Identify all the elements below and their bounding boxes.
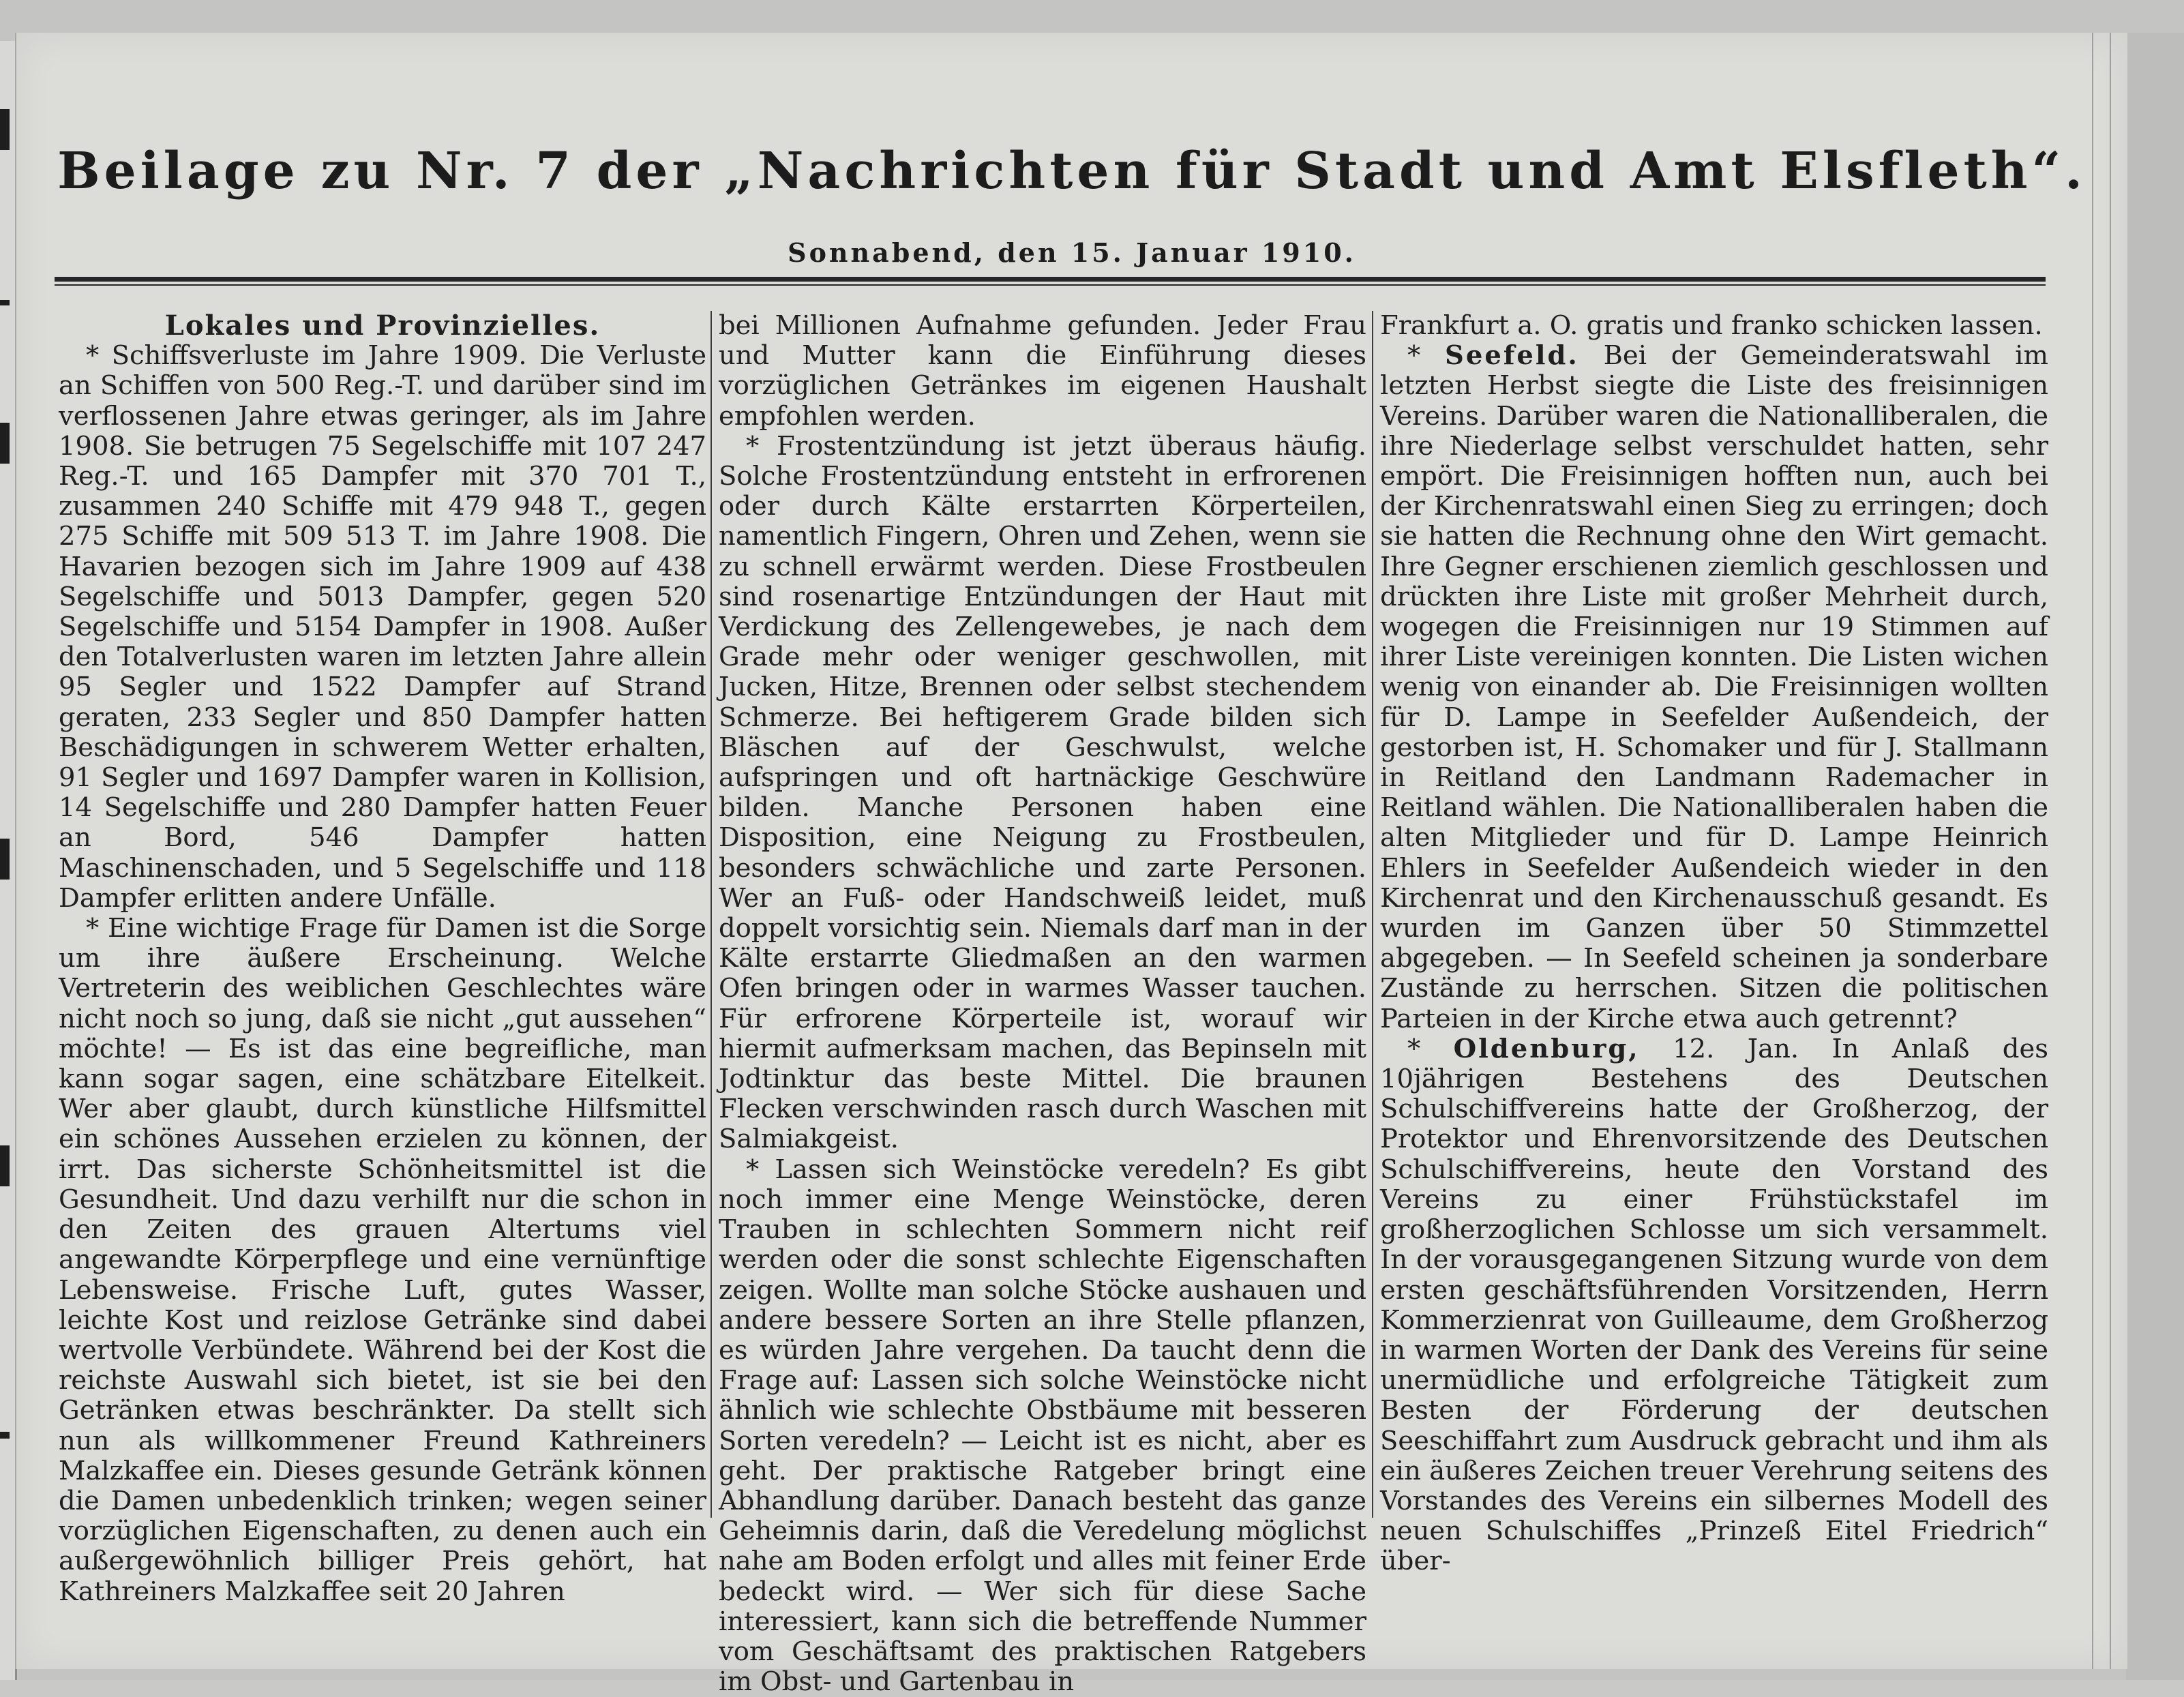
page-fold-line (2092, 33, 2093, 1669)
newspaper-page (15, 33, 2127, 1697)
masthead-date: Sonnabend, den 15. Januar 1910. (788, 237, 1356, 268)
edge-ink-mark (0, 1432, 10, 1439)
article-paragraph: * Eine wichtige Frage für Damen ist die Sorge um ihre äußere Erscheinung. Welche Vertreterin des weiblichen Geschlechtes wäre nicht noch so jung, daß sie nicht „gut aussehen“ möchte! — Es ist das eine begreifliche, man kann sogar sagen, eine schätzbare Eitelkeit. Wer aber glaubt, durch künstliche Hilfsmittel ein schönes Aussehen erzielen zu können, der irrt. Das sicherste Schönheitsmittel ist die Gesundheit. Und dazu verhilft nur die schon in den Zeiten des grauen Altertums viel angewandte Körperpflege und eine vernünftige Lebensweise. Frische Luft, gutes Wasser, leichte Kost und reizlose Getränke sind dabei wertvolle Verbündete. Während bei der Kost die reichste Auswahl sich bietet, ist sie bei den Getränken etwas beschränkter. Da stellt sich nun als willkommener Freund Kathreiners Malzkaffee ein. Dieses gesunde Getränk können die Damen unbedenklich trinken; wegen seiner vorzüglichen Eigenschaften, zu denen auch ein außergewöhnlich billiger Preis gehört, hat Kathreiners Malzkaffee seit 20 Jahren (59, 913, 706, 1607)
dateline-place: Oldenburg, (1453, 1033, 1640, 1064)
column-divider (710, 311, 712, 1518)
article-paragraph: Frankfurt a. O. gratis und franko schicken lassen. (1380, 310, 2043, 341)
column-divider (1372, 311, 1373, 1518)
masthead-title: Beilage zu Nr. 7 der „Nachrichten für Stadt und Amt Elsfleth“. (57, 142, 2086, 200)
page-fold-line (2110, 33, 2111, 1669)
article-paragraph: * Schiffsverluste im Jahre 1909. Die Verluste an Schiffen von 500 Reg.-T. und darüber sind im verflossenen Jahre etwas geringer, als im Jahre 1908. Sie betrugen 75 Segelschiffe mit 107 247 Reg.-T. und 165 Dampfer mit 370 701 T., zusammen 240 Schiffe mit 479 948 T., gegen 275 Schiffe mit 509 513 T. im Jahre 1908. Die Havarien bezogen sich im Jahre 1909 auf 438 Segelschiffe und 5013 Dampfer, gegen 520 Segelschiffe und 5154 Dampfer in 1908. Außer den Totalverlusten waren im letzten Jahre allein 95 Segler und 1522 Dampfer auf Strand geraten, 233 Segler und 850 Dampfer hatten Beschädigungen in schwerem Wetter erhalten, 91 Segler und 1697 Dampfer waren in Kollision, 14 Segelschiffe und 280 Dampfer hatten Feuer an Bord, 546 Dampfer hatten Maschinenschaden, und 5 Segelschiffe und 118 Dampfer erlitten andere Unfälle. (59, 340, 706, 914)
edge-ink-mark (0, 109, 10, 150)
edge-ink-mark (0, 423, 10, 464)
masthead-rule (55, 284, 2046, 286)
edge-ink-mark (0, 839, 10, 880)
article-paragraph: * Frostentzündung ist jetzt überaus häufig. Solche Frostentzündung entsteht in erfrorenen oder durch Kälte erstarrten Körperteilen, namentlich Fingern, Ohren und Zehen, wenn sie zu schnell erwärmt werden. Diese Frostbeulen sind rosenartige Entzündungen der Haut mit Verdickung des Zellengewebes, je nach dem Grade mehr oder weniger geschwollen, mit Jucken, Hitze, Brennen oder selbst stechendem Schmerze. Bei heftigerem Grade bilden sich Bläschen auf der Geschwulst, welche aufspringen und oft hartnäckige Geschwüre bilden. Manche Personen haben eine Disposition, eine Neigung zu Frostbeulen, besonders schwächliche und zarte Personen. Wer an Fuß- oder Handschweiß leidet, muß doppelt vorsichtig sein. Niemals darf man in der Kälte erstarrte Gliedmaßen an den warmen Ofen bringen oder in warmes Wasser tauchen. Für erfrorene Körperteile ist, worauf wir hiermit aufmerksam machen, das Bepinseln mit Jodtinktur das beste Mittel. Die braunen Flecken verschwinden rasch durch Waschen mit Salmiakgeist. (719, 430, 1366, 1155)
section-heading: Lokales und Provinzielles. (164, 310, 601, 342)
article-text: Bei der Gemeinderatswahl im letzten Herbst siegte die Liste des freisinnigen Vereins. Darüber waren die Nationalliberalen, die ihre Niederlage selbst verschuldet hatten, sehr empört. Die Freisinnigen hofften nun, auch bei der Kirchenratswahl einen Sieg zu erringen; doch sie hatten die Rechnung ohne den Wirt gemacht. Ihre Gegner erschienen ziemlich geschlossen und drückten ihre Liste mit großer Mehrheit durch, wogegen die Freisinnigen nur 19 Stimmen auf ihrer Liste vereinigen konnten. Die Listen wichen wenig von einander ab. Die Freisinnigen wollten für D. Lampe in Seefelder Außendeich, der gestorben ist, H. Schomaker und für J. Stallmann in Reitland den Landmann Rademacher in Reitland wählen. Die Nationalliberalen haben die alten Mitglieder und für D. Lampe Heinrich Ehlers in Seefelder Außendeich wieder in den Kirchenrat und den Kirchenausschuß gesandt. Es wurden im Ganzen über 50 Stimmzettel abgegeben. — In Seefeld scheinen ja sonderbare Zustände zu herrschen. Sitzen die politischen Parteien in der Kirche etwa auch getrennt? (1380, 340, 2048, 1034)
edge-ink-mark (0, 1145, 10, 1186)
dateline-place: Seefeld. (1445, 340, 1579, 372)
article-paragraph: * Seefeld. Bei der Gemeinderatswahl im letzten Herbst siegte die Liste des freisinnigen Vereins. Darüber waren die Nationalliberalen, die ihre Niederlage selbst verschuldet hatten, sehr empört. Die Freisinnigen hofften nun, auch bei der Kirchenratswahl einen Sieg zu erringen; doch sie hatten die Rechnung ohne den Wirt gemacht. Ihre Gegner erschienen ziemlich geschlossen und drückten ihre Liste mit großer Mehrheit durch, wogegen die Freisinnigen nur 19 Stimmen auf ihrer Liste vereinigen konnten. Die Listen wichen wenig von einander ab. Die Freisinnigen wollten für D. Lampe in Seefelder Außendeich, der gestorben ist, H. Schomaker und für J. Stallmann in Reitland den Landmann Rademacher in Reitland wählen. Die Nationalliberalen haben die alten Mitglieder und für D. Lampe Heinrich Ehlers in Seefelder Außendeich wieder in den Kirchenrat und den Kirchenausschuß gesandt. Es wurden im Ganzen über 50 Stimmzettel abgegeben. — In Seefeld scheinen ja sonderbare Zustände zu herrschen. Sitzen die politischen Parteien in der Kirche etwa auch getrennt? (1380, 340, 2048, 1034)
article-column-2 (719, 310, 1366, 1697)
edge-ink-mark (0, 300, 10, 305)
article-column-1 (59, 310, 706, 1607)
article-text: 12. Jan. In Anlaß des 10jährigen Bestehens des Deutschen Schulschiffvereins hatte der Großherzog, der Protektor und Ehrenvorsitzende des Deutschen Schulschiffvereins, heute den Vorstand des Vereins zu einer Frühstückstafel im großherzoglichen Schlosse um sich versammelt. In der vorausgegangenen Sitzung wurde von dem ersten geschäftsführenden Vorsitzenden, Herrn Kommerzienrat von Guilleaume, dem Großherzog in warmen Worten der Dank des Vereins für seine unermüdliche und erfolgreiche Tätigkeit zum Besten der Förderung der deutschen Seeschiffahrt zum Ausdruck gebracht und ihm als ein äußeres Zeichen treuer Verehrung seitens des Vorstandes des Vereins ein silbernes Modell des neuen Schulschiffes „Prinzeß Eitel Friedrich“ über- (1380, 1033, 2048, 1577)
scan-margin-right (2126, 33, 2184, 1680)
article-paragraph: bei Millionen Aufnahme gefunden. Jeder Frau und Mutter kann die Einführung dieses vorzüglichen Getränkes im eigenen Haushalt empfohlen werden. (719, 310, 1366, 432)
article-paragraph: * Oldenburg, 12. Jan. In Anlaß des 10jährigen Bestehens des Deutschen Schulschiffvereins hatte der Großherzog, der Protektor und Ehrenvorsitzende des Deutschen Schulschiffvereins, heute den Vorstand des Vereins zu einer Frühstückstafel im großherzoglichen Schlosse um sich versammelt. In der vorausgegangenen Sitzung wurde von dem ersten geschäftsführenden Vorsitzenden, Herrn Kommerzienrat von Guilleaume, dem Großherzog in warmen Worten der Dank des Vereins für seine unermüdliche und erfolgreiche Tätigkeit zum Besten der Förderung der deutschen Seeschiffahrt zum Ausdruck gebracht und ihm als ein äußeres Zeichen treuer Verehrung seitens des Vorstandes des Vereins ein silbernes Modell des neuen Schulschiffes „Prinzeß Eitel Friedrich“ über- (1380, 1033, 2048, 1577)
article-paragraph: * Lassen sich Weinstöcke veredeln? Es gibt noch immer eine Menge Weinstöcke, deren Trauben in schlechten Sommern nicht reif werden oder die sonst schlechte Eigenschaften zeigen. Wollte man solche Stöcke aushauen und andere bessere Sorten an ihre Stelle pflanzen, es würden Jahre vergehen. Da taucht denn die Frage auf: Lassen sich solche Weinstöcke nicht ähnlich wie schlechte Obstbäume mit besseren Sorten veredeln? — Leicht ist es nicht, aber es geht. Der praktische Ratgeber bringt eine Abhandlung darüber. Danach besteht das ganze Geheimnis darin, daß die Veredelung möglichst nahe am Boden erfolgt und alles mit feiner Erde bedeckt wird. — Wer sich für diese Sache interessiert, kann sich die betreffende Nummer vom Geschäftsamt des praktischen Ratgebers im Obst- und Gartenbau in (719, 1154, 1366, 1697)
article-column-3 (1380, 310, 2048, 1577)
masthead-rule (55, 277, 2046, 282)
